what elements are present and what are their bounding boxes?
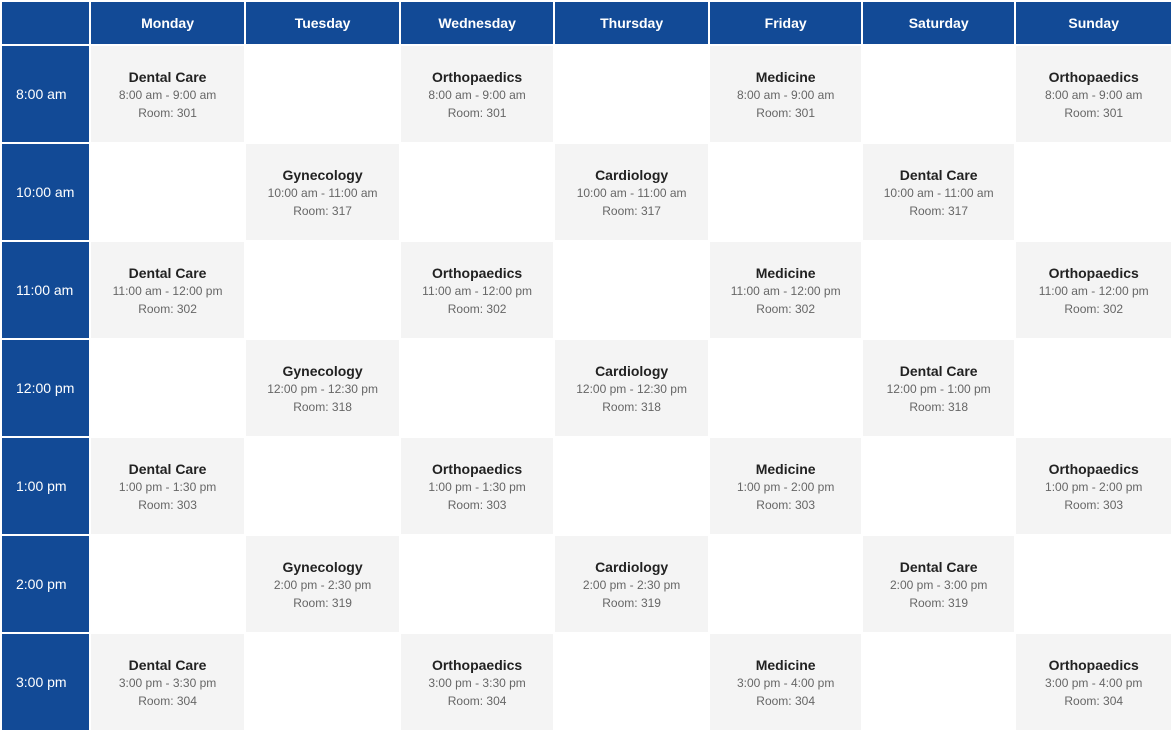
- class-time: 1:00 pm - 2:00 pm: [736, 480, 835, 494]
- empty-slot: [246, 634, 400, 730]
- class-slot-tuesday[interactable]: [246, 144, 400, 240]
- class-room: Room: 317: [602, 204, 661, 218]
- class-room: Room: 318: [602, 400, 661, 414]
- class-time: 10:00 am - 11:00 am: [267, 186, 378, 200]
- class-name: Medicine: [755, 69, 816, 85]
- class-name: Cardiology: [595, 363, 669, 379]
- class-name: Cardiology: [595, 559, 669, 575]
- time-label: 11:00 am: [2, 242, 89, 338]
- time-label: 2:00 pm: [2, 536, 89, 632]
- class-room: Room: 301: [756, 106, 815, 120]
- class-name: Cardiology: [595, 167, 669, 183]
- empty-slot: [555, 438, 709, 534]
- class-room: Room: 302: [1064, 302, 1124, 316]
- empty-slot: [863, 634, 1015, 730]
- class-name: Orthopaedics: [1048, 265, 1139, 281]
- class-name: Dental Care: [899, 363, 978, 379]
- time-row: [2, 634, 1171, 730]
- class-room: Room: 303: [138, 498, 197, 512]
- class-slot-content: [863, 536, 1015, 612]
- class-room: Room: 301: [138, 106, 197, 120]
- class-slot-monday[interactable]: [91, 242, 244, 338]
- time-label: 10:00 am: [2, 144, 89, 240]
- class-slot-friday[interactable]: [710, 634, 861, 730]
- class-slot-monday[interactable]: [91, 438, 244, 534]
- class-slot-monday[interactable]: [91, 46, 244, 142]
- class-slot-content: [863, 340, 1015, 416]
- class-slot-content: [1016, 46, 1171, 122]
- class-room: Room: 304: [1064, 694, 1124, 708]
- empty-slot: [91, 340, 244, 436]
- class-room: Room: 301: [1064, 106, 1124, 120]
- empty-slot: [555, 634, 709, 730]
- empty-slot: [710, 144, 861, 240]
- time-label: 3:00 pm: [2, 634, 89, 730]
- class-room: Room: 302: [138, 302, 197, 316]
- time-label: 12:00 pm: [2, 340, 89, 436]
- time-row: [2, 536, 1171, 632]
- class-time: 8:00 am - 9:00 am: [1045, 88, 1143, 102]
- class-slot-content: [246, 536, 400, 612]
- class-name: Dental Care: [128, 657, 207, 673]
- class-time: 12:00 pm - 12:30 pm: [267, 382, 378, 396]
- class-slot-content: [91, 634, 244, 710]
- class-room: Room: 303: [756, 498, 815, 512]
- class-slot-sunday[interactable]: [1016, 634, 1171, 730]
- class-time: 2:00 pm - 2:30 pm: [273, 578, 372, 592]
- class-slot-content: [401, 634, 553, 710]
- class-time: 2:00 pm - 2:30 pm: [582, 578, 681, 592]
- class-name: Medicine: [755, 657, 816, 673]
- class-slot-thursday[interactable]: [555, 340, 709, 436]
- class-room: Room: 304: [756, 694, 815, 708]
- class-slot-sunday[interactable]: [1016, 242, 1171, 338]
- class-slot-saturday[interactable]: [863, 340, 1015, 436]
- day-header-thursday: Thursday: [555, 2, 709, 44]
- day-header-tuesday: Tuesday: [246, 2, 400, 44]
- time-row: [2, 340, 1171, 436]
- class-name: Gynecology: [282, 363, 363, 379]
- class-time: 11:00 am - 12:00 pm: [422, 284, 533, 298]
- class-slot-content: [1016, 634, 1171, 710]
- class-slot-friday[interactable]: [710, 46, 861, 142]
- empty-slot: [91, 536, 244, 632]
- class-slot-saturday[interactable]: [863, 536, 1015, 632]
- empty-slot: [555, 242, 709, 338]
- class-slot-wednesday[interactable]: [401, 242, 553, 338]
- empty-slot: [1016, 340, 1171, 436]
- class-room: Room: 303: [447, 498, 507, 512]
- time-row: [2, 144, 1171, 240]
- class-slot-tuesday[interactable]: [246, 536, 400, 632]
- class-name: Gynecology: [282, 167, 363, 183]
- class-slot-content: [401, 46, 553, 122]
- class-name: Gynecology: [282, 559, 363, 575]
- day-header-wednesday: Wednesday: [401, 2, 553, 44]
- class-slot-content: [401, 438, 553, 514]
- class-time: 12:00 pm - 1:00 pm: [886, 382, 991, 396]
- class-name: Dental Care: [128, 69, 207, 85]
- empty-slot: [710, 536, 861, 632]
- empty-slot: [246, 242, 400, 338]
- class-name: Orthopaedics: [431, 265, 523, 281]
- day-header-friday: Friday: [710, 2, 861, 44]
- class-time: 1:00 pm - 1:30 pm: [118, 480, 217, 494]
- class-room: Room: 317: [909, 204, 969, 218]
- class-room: Room: 302: [447, 302, 507, 316]
- class-slot-content: [246, 144, 400, 220]
- class-slot-content: [1016, 242, 1171, 318]
- class-name: Orthopaedics: [1048, 461, 1139, 477]
- empty-slot: [246, 46, 400, 142]
- class-time: 11:00 am - 12:00 pm: [1038, 284, 1149, 298]
- class-slot-friday[interactable]: [710, 242, 861, 338]
- class-time: 3:00 pm - 4:00 pm: [1045, 676, 1143, 690]
- class-slot-wednesday[interactable]: [401, 46, 553, 142]
- empty-slot: [1016, 144, 1171, 240]
- class-time: 8:00 am - 9:00 am: [736, 88, 835, 102]
- empty-slot: [401, 144, 553, 240]
- class-slot-content: [710, 242, 861, 318]
- timetable-body: [2, 46, 1171, 730]
- class-time: 11:00 am - 12:00 pm: [112, 284, 223, 298]
- class-time: 1:00 pm - 1:30 pm: [428, 480, 526, 494]
- time-label: 8:00 am: [2, 46, 89, 142]
- class-time: 12:00 pm - 12:30 pm: [576, 382, 687, 396]
- time-row: [2, 242, 1171, 338]
- class-room: Room: 303: [1064, 498, 1124, 512]
- class-slot-content: [710, 438, 861, 514]
- empty-slot: [1016, 536, 1171, 632]
- class-room: Room: 319: [909, 596, 969, 610]
- time-row: [2, 438, 1171, 534]
- class-name: Orthopaedics: [1048, 69, 1139, 85]
- empty-slot: [863, 438, 1015, 534]
- class-time: 10:00 am - 11:00 am: [576, 186, 687, 200]
- time-label: 1:00 pm: [2, 438, 89, 534]
- day-header-monday: Monday: [91, 2, 244, 44]
- class-slot-content: [710, 46, 861, 122]
- class-slot-content: [91, 46, 244, 122]
- class-slot-sunday[interactable]: [1016, 46, 1171, 142]
- class-room: Room: 304: [138, 694, 197, 708]
- class-time: 10:00 am - 11:00 am: [883, 186, 994, 200]
- corner-cell: [2, 2, 89, 44]
- class-room: Room: 317: [293, 204, 352, 218]
- class-slot-content: [555, 536, 709, 612]
- class-name: Orthopaedics: [431, 69, 523, 85]
- class-slot-content: [555, 340, 709, 416]
- class-slot-content: [91, 438, 244, 514]
- class-name: Orthopaedics: [431, 461, 523, 477]
- class-slot-wednesday[interactable]: [401, 634, 553, 730]
- class-slot-content: [1016, 438, 1171, 514]
- class-room: Room: 304: [447, 694, 507, 708]
- class-slot-monday[interactable]: [91, 634, 244, 730]
- class-time: 3:00 pm - 3:30 pm: [118, 676, 217, 690]
- class-slot-friday[interactable]: [710, 438, 861, 534]
- day-header-sunday: Sunday: [1016, 2, 1171, 44]
- class-name: Dental Care: [128, 265, 207, 281]
- class-slot-thursday[interactable]: [555, 144, 709, 240]
- class-name: Medicine: [755, 265, 816, 281]
- class-slot-content: [863, 144, 1015, 220]
- empty-slot: [863, 242, 1015, 338]
- class-time: 3:00 pm - 3:30 pm: [428, 676, 526, 690]
- class-slot-content: [555, 144, 709, 220]
- day-header-row: [2, 2, 1171, 44]
- class-name: Dental Care: [899, 167, 978, 183]
- class-slot-tuesday[interactable]: [246, 340, 400, 436]
- class-time: 11:00 am - 12:00 pm: [730, 284, 841, 298]
- empty-slot: [555, 46, 709, 142]
- empty-slot: [246, 438, 400, 534]
- class-slot-content: [91, 242, 244, 318]
- empty-slot: [863, 46, 1015, 142]
- class-time: 8:00 am - 9:00 am: [118, 88, 217, 102]
- class-time: 3:00 pm - 4:00 pm: [736, 676, 835, 690]
- class-slot-saturday[interactable]: [863, 144, 1015, 240]
- class-slot-thursday[interactable]: [555, 536, 709, 632]
- class-room: Room: 318: [909, 400, 969, 414]
- class-name: Medicine: [755, 461, 816, 477]
- class-name: Orthopaedics: [1048, 657, 1139, 673]
- class-time: 2:00 pm - 3:00 pm: [889, 578, 988, 592]
- time-row: [2, 46, 1171, 142]
- class-name: Orthopaedics: [431, 657, 523, 673]
- class-slot-wednesday[interactable]: [401, 438, 553, 534]
- class-room: Room: 302: [756, 302, 815, 316]
- class-name: Dental Care: [128, 461, 207, 477]
- class-room: Room: 319: [293, 596, 352, 610]
- class-time: 8:00 am - 9:00 am: [428, 88, 526, 102]
- empty-slot: [401, 340, 553, 436]
- class-room: Room: 319: [602, 596, 661, 610]
- class-time: 1:00 pm - 2:00 pm: [1045, 480, 1143, 494]
- class-name: Dental Care: [899, 559, 978, 575]
- class-room: Room: 318: [293, 400, 352, 414]
- class-slot-sunday[interactable]: [1016, 438, 1171, 534]
- empty-slot: [710, 340, 861, 436]
- day-header-saturday: Saturday: [863, 2, 1015, 44]
- class-room: Room: 301: [447, 106, 507, 120]
- empty-slot: [91, 144, 244, 240]
- class-slot-content: [401, 242, 553, 318]
- class-slot-content: [710, 634, 861, 710]
- class-slot-content: [246, 340, 400, 416]
- empty-slot: [401, 536, 553, 632]
